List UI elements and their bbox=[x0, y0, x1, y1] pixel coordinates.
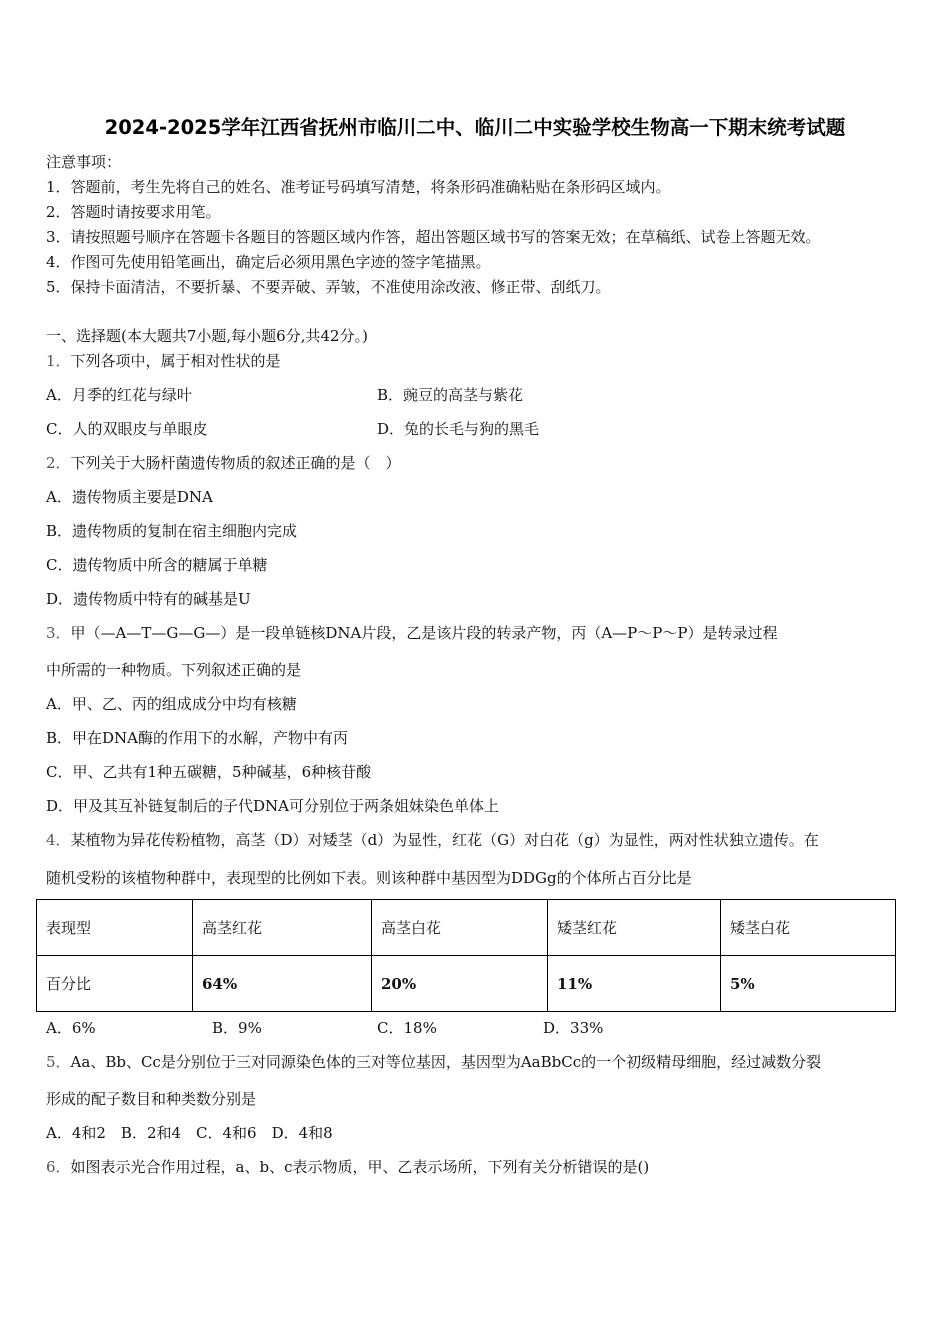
question-4-stem bbox=[46, 830, 819, 850]
notice-heading: 注意事项： bbox=[46, 153, 122, 171]
question-2-stem bbox=[46, 453, 401, 473]
question-1-stem bbox=[46, 351, 281, 371]
notice-item: 1．答题前，考生先将自己的姓名、准考证号码填写清楚，将条形码准确粘贴在条形码区域内。 bbox=[46, 178, 671, 196]
question-number: 4． bbox=[46, 831, 71, 849]
option-a: A．遗传物质主要是DNA bbox=[46, 488, 213, 506]
question-text: Aa、Bb、Cc是分别位于三对同源染色体的三对等位基因，基因型为AaBbCc的一个初级精母细胞，经过减数分裂 bbox=[70, 1053, 822, 1071]
table-header-cell: 表现型 bbox=[37, 900, 193, 956]
option-c: C．遗传物质中所含的糖属于单糖 bbox=[46, 556, 268, 574]
option-a: A．甲、乙、丙的组成成分中均有核糖 bbox=[46, 695, 297, 713]
option-c: C．18% bbox=[377, 1019, 437, 1037]
notice-item: 2．答题时请按要求用笔。 bbox=[46, 203, 221, 221]
table-header-cell: 高茎红花 bbox=[193, 900, 372, 956]
notice-item: 4．作图可先使用铅笔画出，确定后必须用黑色字迹的签字笔描黑。 bbox=[46, 253, 491, 271]
question-number: 3． bbox=[46, 624, 71, 642]
section-heading: 一、选择题(本大题共7小题,每小题6分,共42分。) bbox=[46, 327, 368, 345]
question-5-stem-cont: 形成的配子数目和种类数分别是 bbox=[46, 1090, 257, 1108]
question-5-stem bbox=[46, 1052, 821, 1072]
question-5-options: A．4和2 B．2和4 C．4和6 D．4和8 bbox=[46, 1124, 333, 1142]
table-row bbox=[37, 956, 896, 1012]
table-header-cell: 高茎白花 bbox=[372, 900, 548, 956]
question-text: 甲（—A—T—G—G—）是一段单链核DNA片段，乙是该片段的转录产物，丙（A—P～P～P）是转录过程 bbox=[70, 624, 778, 642]
table-cell: 11% bbox=[548, 956, 721, 1012]
option-b: B．甲在DNA酶的作用下的水解，产物中有丙 bbox=[46, 729, 349, 747]
question-text: 下列关于大肠杆菌遗传物质的叙述正确的是（ ） bbox=[70, 454, 401, 472]
question-3-stem-cont: 中所需的一种物质。下列叙述正确的是 bbox=[46, 661, 302, 679]
option-d: D．遗传物质中特有的碱基是U bbox=[46, 590, 251, 608]
notice-item: 3．请按照题号顺序在答题卡各题目的答题区域内作答，超出答题区域书写的答案无效；在草稿纸、试卷上答题无效。 bbox=[46, 228, 821, 246]
table-cell: 64% bbox=[193, 956, 372, 1012]
question-number: 1． bbox=[46, 352, 71, 370]
question-4-stem-cont: 随机受粉的该植物种群中，表现型的比例如下表。则该种群中基因型为DDGg的个体所占百分比是 bbox=[46, 869, 692, 887]
phenotype-table bbox=[36, 899, 896, 1012]
question-number: 6． bbox=[46, 1158, 71, 1176]
table-header-cell: 矮茎红花 bbox=[548, 900, 721, 956]
option-d: D．甲及其互补链复制后的子代DNA可分别位于两条姐妹染色单体上 bbox=[46, 797, 500, 815]
option-c: C．甲、乙共有1种五碳糖，5种碱基，6种核苷酸 bbox=[46, 763, 372, 781]
question-text: 下列各项中，属于相对性状的是 bbox=[70, 352, 281, 370]
question-number: 2． bbox=[46, 454, 71, 472]
option-a: A．月季的红花与绿叶 bbox=[46, 386, 192, 404]
question-text: 如图表示光合作用过程，a、b、c表示物质，甲、乙表示场所，下列有关分析错误的是() bbox=[70, 1158, 650, 1176]
question-3-stem bbox=[46, 623, 777, 643]
option-a: A．6% bbox=[46, 1019, 96, 1037]
notice-item: 5．保持卡面清洁，不要折暴、不要弄破、弄皱，不准使用涂改液、修正带、刮纸刀。 bbox=[46, 278, 611, 296]
option-d: D．33% bbox=[543, 1019, 604, 1037]
question-number: 5． bbox=[46, 1053, 71, 1071]
option-b: B．9% bbox=[212, 1019, 262, 1037]
table-header-cell: 矮茎白花 bbox=[721, 900, 896, 956]
option-c: C．人的双眼皮与单眼皮 bbox=[46, 420, 208, 438]
option-d: D．兔的长毛与狗的黑毛 bbox=[377, 420, 540, 438]
table-row bbox=[37, 900, 896, 956]
table-cell: 20% bbox=[372, 956, 548, 1012]
question-text: 某植物为异花传粉植物，高茎（D）对矮茎（d）为显性，红花（G）对白花（g）为显性，两对性状独立遗传。在 bbox=[70, 831, 819, 849]
option-b: B．遗传物质的复制在宿主细胞内完成 bbox=[46, 522, 298, 540]
table-cell: 5% bbox=[721, 956, 896, 1012]
option-b: B．豌豆的高茎与紫花 bbox=[377, 386, 524, 404]
question-6-stem bbox=[46, 1157, 649, 1177]
exam-title: 2024-2025学年江西省抚州市临川二中、临川二中实验学校生物高一下期末统考试题 bbox=[104, 116, 846, 139]
table-cell: 百分比 bbox=[37, 956, 193, 1012]
